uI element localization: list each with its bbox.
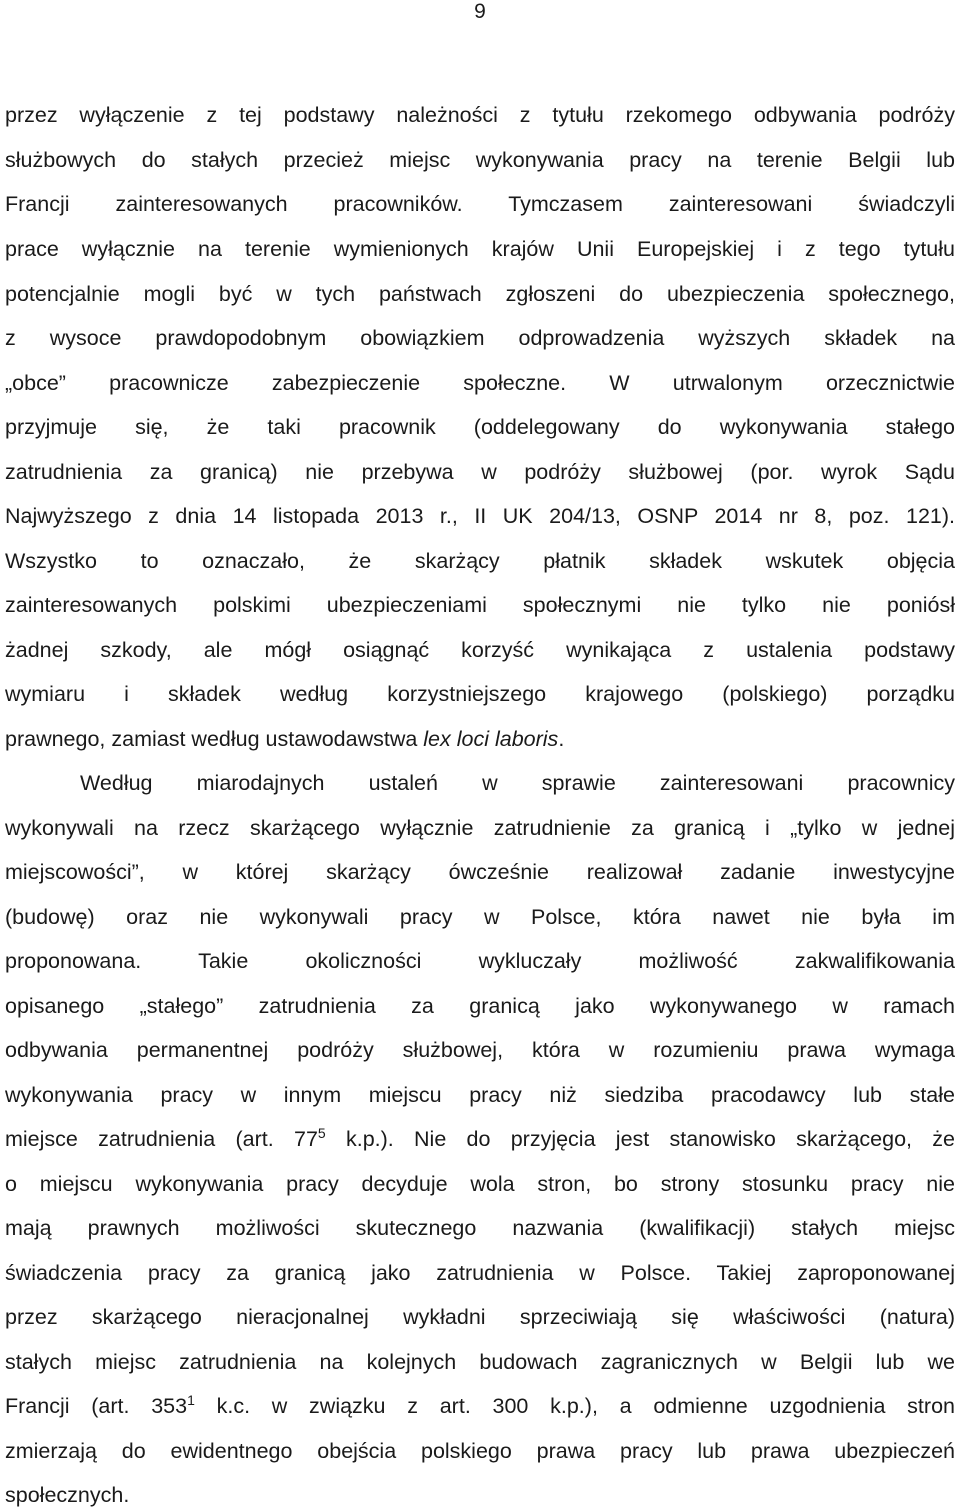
text-line: odbywania permanentnej podróży służbowej, która w rozumieniu prawa wymaga — [5, 1038, 955, 1062]
text-run: prawnego, zamiast według ustawodawstwa — [5, 727, 424, 751]
page-number: 9 — [474, 0, 486, 23]
text-line: prace wyłącznie na terenie wymienionych krajów Unii Europejskiej i z tego tytułu — [5, 237, 955, 261]
text-run: k.c. w związku z art. 300 k.p.), a odmienne uzgodnienia stron — [194, 1394, 955, 1418]
text-line: przez wyłączenie z tej podstawy należności z tytułu rzekomego odbywania podróży — [5, 103, 955, 127]
text-line: zmierzają do ewidentnego obejścia polskiego prawa pracy lub prawa ubezpieczeń — [5, 1439, 955, 1463]
text-line: świadczenia pracy za granicą jako zatrudnienia w Polsce. Takiej zaproponowanej — [5, 1261, 955, 1285]
text-line: służbowych do stałych przecież miejsc wykonywania pracy na terenie Belgii lub — [5, 148, 955, 172]
superscript: 1 — [187, 1392, 195, 1408]
text-line: zainteresowanych polskimi ubezpieczeniami społecznymi nie tylko nie poniósł — [5, 593, 955, 617]
text-run: k.p.). Nie do przyjęcia jest stanowisko skarżącego, że — [325, 1127, 955, 1151]
text-line: Najwyższego z dnia 14 listopada 2013 r., II UK 204/13, OSNP 2014 nr 8, poz. 121). — [5, 504, 955, 528]
text-line: miejscowości”, w której skarżący ówcześnie realizował zadanie inwestycyjne — [5, 860, 955, 884]
text-line: Francji zainteresowanych pracowników. Tymczasem zainteresowani świadczyli — [5, 192, 955, 216]
text-line: „obce” pracownicze zabezpieczenie społeczne. W utrwalonym orzecznictwie — [5, 371, 955, 395]
text-line: wykonywali na rzecz skarżącego wyłącznie zatrudnienie za granicą i „tylko w jednej — [5, 816, 955, 840]
text-line: mają prawnych możliwości skutecznego nazwania (kwalifikacji) stałych miejsc — [5, 1216, 955, 1240]
text-line: stałych miejsc zatrudnienia na kolejnych budowach zagranicznych w Belgii lub we — [5, 1350, 955, 1374]
text-line: z wysoce prawdopodobnym obowiązkiem odprowadzenia wyższych składek na — [5, 326, 955, 350]
text-line: wykonywania pracy w innym miejscu pracy niż siedziba pracodawcy lub stałe — [5, 1083, 955, 1107]
text-line — [5, 1393, 955, 1419]
text-line: opisanego „stałego” zatrudnienia za granicą jako wykonywanego w ramach — [5, 994, 955, 1018]
text-line: przez skarżącego nieracjonalnej wykładni sprzeciwiają się właściwości (natura) — [5, 1305, 955, 1329]
superscript: 5 — [317, 1125, 326, 1141]
text-line: Wszystko to oznaczało, że skarżący płatnik składek wskutek objęcia — [5, 549, 955, 573]
latin-phrase: lex loci laboris — [423, 727, 559, 751]
text-line: żadnej szkody, ale mógł osiągnąć korzyść wynikająca z ustalenia podstawy — [5, 638, 955, 662]
text-line: zatrudnienia za granicą) nie przebywa w podróży służbowej (por. wyrok Sądu — [5, 460, 955, 484]
text-line: proponowana. Takie okoliczności wykluczały możliwość zakwalifikowania — [5, 949, 955, 973]
text-line: przyjmuje się, że taki pracownik (oddelegowany do wykonywania stałego — [5, 415, 955, 439]
text-line: o miejscu wykonywania pracy decyduje wola stron, bo strony stosunku pracy nie — [5, 1172, 955, 1196]
text-run: Francji (art. 353 — [5, 1394, 188, 1418]
paragraph-first-line: Według miarodajnych ustaleń w sprawie zainteresowani pracownicy — [80, 771, 955, 795]
text-line: potencjalnie mogli być w tych państwach zgłoszeni do ubezpieczenia społecznego, — [5, 282, 955, 306]
text-run: miejsce zatrudnienia (art. 77 — [5, 1127, 318, 1151]
text-line — [5, 726, 955, 752]
text-run: . — [558, 727, 565, 751]
text-line: wymiaru i składek według korzystniejszego krajowego (polskiego) porządku — [5, 682, 955, 706]
text-line: (budowę) oraz nie wykonywali pracy w Polsce, która nawet nie była im — [5, 905, 955, 929]
text-line: społecznych. — [5, 1483, 130, 1507]
text-line — [5, 1126, 955, 1152]
